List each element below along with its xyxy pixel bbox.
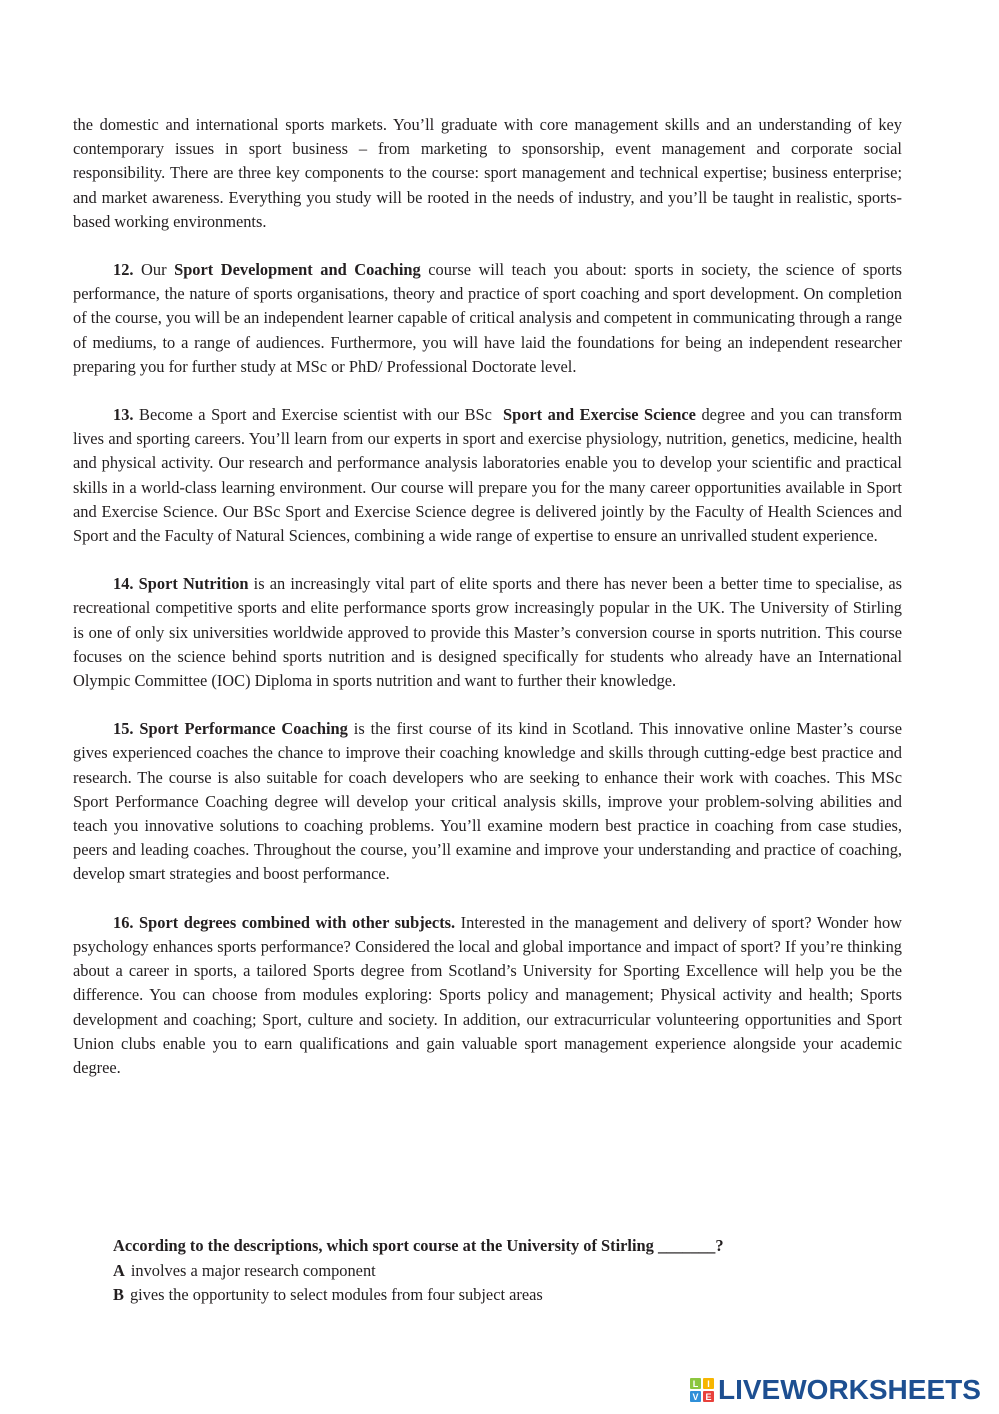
paragraph-14 — [73, 572, 902, 693]
paragraph-11-continued — [73, 113, 902, 234]
logo-blocks-icon — [690, 1378, 714, 1402]
paragraph-number: 15. — [113, 719, 134, 739]
option-text: involves a major research component — [130, 1260, 376, 1280]
answer-option-a[interactable] — [113, 1259, 873, 1284]
paragraph-15 — [73, 717, 902, 886]
document-body — [73, 113, 902, 1080]
answer-option-b[interactable] — [113, 1283, 873, 1308]
question-stem: According to the descriptions, which sport course at the University of Stirling _______? — [113, 1236, 724, 1255]
course-title: Sport Development and Coaching — [174, 260, 421, 280]
course-title: Sport Nutrition — [138, 574, 249, 594]
logo-block-i: I — [703, 1378, 714, 1389]
paragraph-number: 16. — [113, 912, 134, 932]
paragraph-gap — [73, 887, 902, 911]
course-title: Sport Performance Coaching — [139, 719, 348, 739]
question-block — [113, 1234, 873, 1308]
liveworksheets-logo — [690, 1374, 981, 1406]
paragraph-16 — [73, 911, 902, 1080]
logo-block-v: V — [690, 1391, 701, 1402]
paragraph-lead: Our — [133, 260, 175, 280]
paragraph-13 — [73, 403, 902, 548]
paragraph-number: 14. — [113, 574, 134, 594]
paragraph-text: the domestic and international sports markets. You’ll graduate with core management skills and an understanding of key contemporary issues in sport business – from marketing to sponsorship, event management and corporate social responsibility. There are three key components to the course: sport management and technical expertise; business enterprise; and market awareness. Everything you study will be rooted in the needs of industry, and you’ll be taught in realistic, sports-based working environments. — [73, 115, 902, 231]
paragraph-text: course will teach you about: sports in society, the science of sports performance, the nature of sports organisations, theory and practice of sport coaching and sport development. On completion of the course, you will be an independent learner capable of critical analysis and competent in communicating through a range of mediums, to a range of audiences. Furthermore, you will have laid the foundations for being an independent researcher preparing you for further study at MSc or PhD/ Professional Doctorate level. — [73, 260, 903, 376]
paragraph-text: is an increasingly vital part of elite sports and there has never been a better time to specialise, as recreational competitive sports and elite performance sports grow increasingly popular in the UK. The University of Stirling is one of only six universities worldwide approved to provide this Master’s conversion course in sports nutrition. This course focuses on the science behind sports nutrition and is designed specifically for students who already have an International Olympic Committee (IOC) Diploma in sports nutrition and want to further their knowledge. — [73, 574, 902, 691]
paragraph-text: Interested in the management and delivery of sport? Wonder how psychology enhances sports performance? Considered the local and global importance and impact of sport? If you’re thinking about a career in sports, a tailored Sports degree from Scotland’s University for Sporting Excellence will help you be the difference. You can choose from modules exploring: Sports policy and management; Physical activity and health; Sports development and coaching; Sport, culture and society. In addition, our extracurricular volunteering opportunities and Sport Union clubs enable you to earn qualifications and gain valuable sport management experience alongside your academic degree. — [73, 912, 903, 1077]
paragraph-gap — [73, 379, 902, 403]
paragraph-lead: Become a Sport and Exercise scientist with our BSc — [133, 405, 503, 425]
paragraph-text: degree and you can transform lives and sporting careers. You’ll learn from our experts in sport and exercise physiology, nutrition, genetics, medicine, health and physical activity. Our research and performance analysis laboratories enable you to develop your scientific and practical skills in a world-class learning environment. Our course will prepare you for the many career opportunities available in Sport and Exercise Science. Our BSc Sport and Exercise Science degree is delivered jointly by the Faculty of Health Sciences and Sport and the Faculty of Natural Sciences, combining a wide range of expertise to ensure an unrivalled student experience. — [73, 405, 902, 546]
logo-block-l: L — [690, 1378, 701, 1389]
paragraph-gap — [73, 693, 902, 717]
paragraph-12 — [73, 258, 902, 379]
option-letter: A — [113, 1260, 125, 1280]
option-text: gives the opportunity to select modules from four subject areas — [129, 1285, 543, 1304]
logo-wordmark: LIVEWORKSHEETS — [718, 1374, 981, 1405]
paragraph-gap — [73, 234, 902, 258]
option-letter: B — [113, 1285, 124, 1304]
course-title: Sport degrees combined with other subjects. — [139, 912, 456, 932]
paragraph-number: 12. — [113, 260, 134, 280]
paragraph-gap — [73, 548, 902, 572]
logo-block-e: E — [703, 1391, 714, 1402]
paragraph-number: 13. — [113, 405, 134, 425]
course-title: Sport and Exercise Science — [502, 405, 696, 425]
paragraph-text: is the first course of its kind in Scotland. This innovative online Master’s course gives experienced coaches the chance to improve their coaching knowledge and skills through cutting-edge best practice and research. The course is also suitable for coach developers who are seeking to enhance their work with coaches. This MSc Sport Performance Coaching degree will develop your critical analysis skills, improve your problem-solving abilities and teach you innovative solutions to coaching problems. You’ll examine modern best practice in coaching from case studies, peers and leading coaches. Throughout the course, you’ll examine and improve your understanding and practice of coaching, develop smart strategies and boost performance. — [73, 719, 902, 884]
